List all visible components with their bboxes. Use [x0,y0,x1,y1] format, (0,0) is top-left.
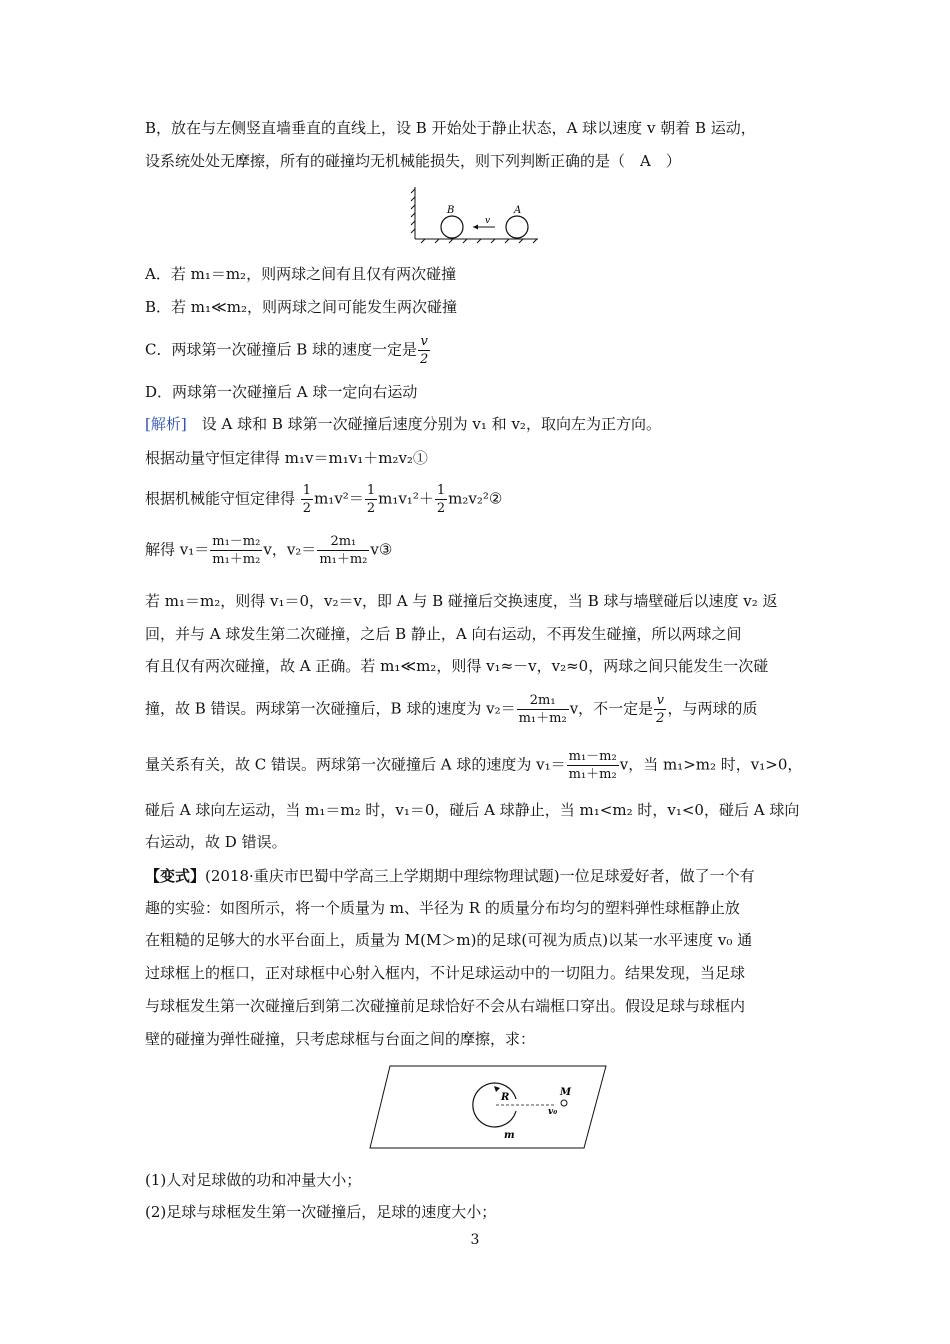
football [561,1100,567,1106]
option-b: B．若 m₁≪m₂，则两球之间可能发生两次碰撞 [145,298,457,316]
option-a: A．若 m₁＝m₂，则两球之间有且仅有两次碰撞 [145,265,457,283]
variant-line-2: 趣的实验：如图所示，将一个质量为 m、半径为 R 的质量分布均匀的塑料弹性球框静止放 [145,899,740,917]
option-c [145,333,431,368]
intro-line-2: 设系统处处无摩擦，所有的碰撞均无机械能损失，则下列判断正确的是（ A ） [145,152,681,170]
intro-line-1: B，放在与左侧竖直墙垂直的直线上，设 B 开始处于静止状态，A 球以速度 v 朝着 B 运动， [145,119,756,137]
ball-frame [473,1083,516,1127]
velocity-arrowhead [473,225,478,230]
momentum-equation: 根据动量守恒定律得 m₁v＝m₁v₁＋m₂v₂① [145,449,428,467]
variant-line-3: 在粗糙的足够大的水平台面上，质量为 M(M＞m)的足球(可视为质点)以某一水平速度 v₀ 通 [145,931,753,949]
radius-label: R [501,1092,510,1103]
variant-line-6: 壁的碰撞为弹性碰撞，只考虑球框与台面之间的摩擦，求： [145,1030,536,1048]
ball-frame-figure [368,1062,608,1152]
variant-tag: 【变式】 [145,867,206,885]
solution-para-3: 有且仅有两次碰撞，故 A 正确。若 m₁≪m₂，则得 v₁≈－v，v₂≈0，两球之间只能发生一次碰 [145,657,769,675]
v-over-2: $\frac{v}{2}$ [420,334,429,367]
solution-para-1: 若 m₁＝m₂，则得 v₁＝0，v₂＝v，即 A 与 B 碰撞后交换速度，当 B 球与墙壁碰后以速度 v₂ 返 [145,592,778,610]
wall-two-balls-figure [405,185,545,245]
frame-mass-label: m [504,1130,515,1141]
velocity-label: v [485,216,491,226]
ball-b [441,216,463,238]
solution-para-5: 量关系有关，故 C 错误。两球第一次碰撞后 A 球的速度为 v₁＝ $\frac{\text{m₁－m₂}}{\text{m₁＋m₂}}$ v，当 m₁>m₂ 时，v₁>0， [145,749,803,782]
solution-para-7: 右运动，故 D 错误。 [145,833,287,851]
solution-line-1: [解析] 设 A 球和 B 球第一次碰撞后速度分别为 v₁ 和 v₂，取向左为正方向。 [145,415,661,433]
ball-a-label: A [514,205,522,216]
page-number: 3 [470,1232,480,1248]
energy-equation: 根据机械能守恒定律得 $\frac{1}{2}$ m₁v²＝ $\frac{1}{2}$ m₁v₁²＋ $\frac{1}{2}$ m₂v₂²② [145,483,503,516]
variant-line-5: 与球框发生第一次碰撞后到第二次碰撞前足球恰好不会从右端框口穿出。假设足球与球框内 [145,997,746,1015]
solution-para-4: 撞，故 B 错误。两球第一次碰撞后，B 球的速度为 v₂＝ $\frac{\text{2m₁}}{\text{m₁＋m₂}}$ v，不一定是 $\frac{v}{2}$ ，与两球的质 [145,693,758,726]
solution-para-6: 碰后 A 球向左运动，当 m₁＝m₂ 时，v₁＝0，碰后 A 球静止，当 m₁<m₂ 时，v₁<0，碰后 A 球向 [145,801,800,819]
initial-velocity-label: v₀ [548,1107,558,1117]
solution-para-2: 回，并与 A 球发生第二次碰撞，之后 B 静止，A 向右运动，不再发生碰撞，所以两球之间 [145,625,742,643]
option-c-text: C．两球第一次碰撞后 B 球的速度一定是 [145,340,418,359]
variant-line-1: 【变式】(2018·重庆市巴蜀中学高三上学期期中理综物理试题)一位足球爱好者，做了一个有 [145,867,755,885]
analysis-tag: [解析] [145,415,187,433]
question-1: (1)人对足球做的功和冲量大小； [145,1171,362,1189]
rotation-arrowhead [494,1086,500,1092]
option-d: D．两球第一次碰撞后 A 球一定向右运动 [145,383,418,401]
question-2: (2)足球与球框发生第一次碰撞后，足球的速度大小； [145,1203,497,1221]
ball-b-label: B [447,205,455,216]
football-mass-label: M [560,1087,572,1098]
variant-line-4: 过球框上的框口，正对球框中心射入框内，不计足球运动中的一切阻力。结果发现，当足球 [145,964,746,982]
velocity-solution: 解得 v₁＝ $\frac{\text{m₁－m₂}}{\text{m₁＋m₂}}$ v，v₂＝ $\frac{\text{2m₁}}{\text{m₁＋m₂}}$ v③ [145,534,393,567]
ball-a [506,216,528,238]
table-surface [370,1066,606,1148]
